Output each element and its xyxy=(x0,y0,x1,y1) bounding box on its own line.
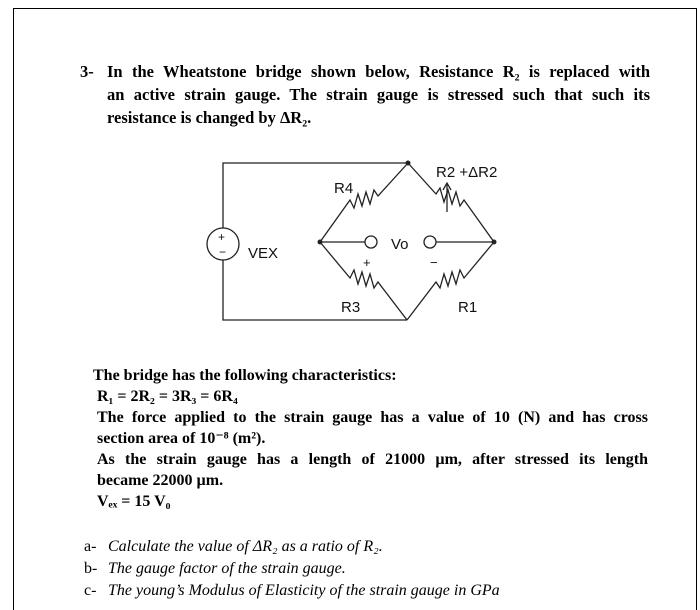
vex-relation: Vₑₓ = 15 V₀ xyxy=(97,493,171,510)
problem-line-2: an active strain gauge. The strain gauge is stressed such that such its xyxy=(107,85,650,104)
vo-terminal-left xyxy=(365,236,377,248)
label-vo: Vo xyxy=(391,236,409,253)
top-wire xyxy=(223,163,408,228)
question-c-text: The young’s Modulus of Elasticity of the strain gauge in GPa xyxy=(108,582,500,599)
resistor-r1 xyxy=(407,242,494,320)
question-b xyxy=(84,558,644,580)
resistor-r4 xyxy=(320,163,408,242)
problem-number: 3- xyxy=(80,62,94,81)
force-line-2: section area of 10⁻⁸ (m²). xyxy=(97,430,266,447)
source-minus-sign: − xyxy=(219,245,227,259)
length-line-2: became 22000 µm. xyxy=(97,472,224,489)
length-line-1: As the strain gauge has a length of 21000 µm, after stressed its length xyxy=(97,451,648,468)
source-plus-sign: + xyxy=(218,230,226,244)
vo-minus-sign: − xyxy=(430,255,438,270)
label-r4: R4 xyxy=(334,180,354,197)
bridge-characteristics xyxy=(93,365,648,512)
label-r1: R1 xyxy=(458,299,478,316)
question-c xyxy=(84,580,644,602)
question-c-label: c- xyxy=(84,582,97,599)
problem-line-3: resistance is changed by ΔR₂. xyxy=(107,108,312,127)
node-right xyxy=(492,240,497,245)
resistance-ratio: R₁ = 2R₂ = 3R₃ = 6R₄ xyxy=(97,388,238,405)
node-top xyxy=(406,161,411,166)
bottom-wire xyxy=(223,260,407,320)
question-b-text: The gauge factor of the strain gauge. xyxy=(108,560,346,577)
problem-line-1: In the Wheatstone bridge shown below, Resistance R₂ is replaced with xyxy=(107,62,650,81)
vo-terminal-right xyxy=(424,236,436,248)
question-a-text: Calculate the value of ΔR₂ as a ratio of R₂. xyxy=(108,538,383,555)
question-a-label: a- xyxy=(84,538,97,555)
label-r2: R2 +ΔR2 xyxy=(436,164,498,181)
force-line-1: The force applied to the strain gauge has a value of 10 (N) and has cross xyxy=(97,409,648,426)
resistor-r3 xyxy=(320,242,407,320)
node-left xyxy=(318,240,323,245)
characteristics-heading: The bridge has the following characteristics: xyxy=(93,367,397,384)
question-list xyxy=(84,536,644,602)
vo-plus-sign: + xyxy=(363,255,371,270)
wheatstone-bridge-diagram xyxy=(190,150,510,325)
label-vex: VEX xyxy=(248,245,279,262)
question-b-label: b- xyxy=(84,560,98,577)
question-a xyxy=(84,536,644,558)
problem-statement xyxy=(80,60,650,129)
label-r3: R3 xyxy=(341,299,361,316)
